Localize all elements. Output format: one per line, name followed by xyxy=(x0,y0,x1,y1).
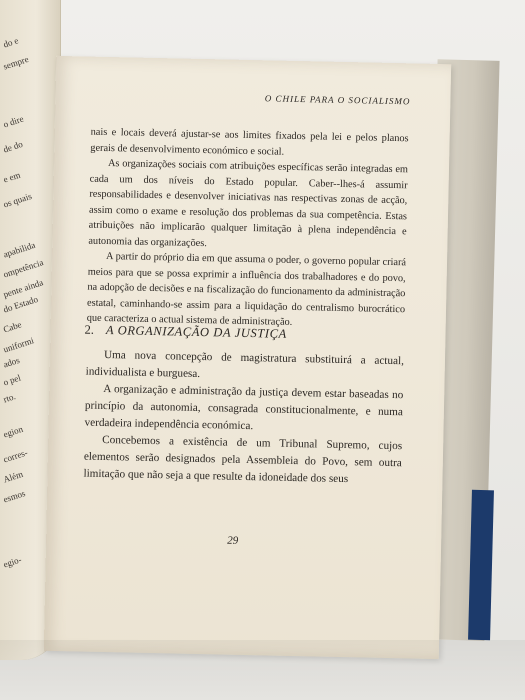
left-page-text-fragment: Cabe xyxy=(2,319,23,335)
left-page-text-fragment: do e xyxy=(2,35,20,50)
left-page-text-fragment: e em xyxy=(2,169,22,185)
section-title: A ORGANIZAÇÃO DA JUSTIÇA xyxy=(105,323,287,341)
left-page-text-fragment: o dire xyxy=(2,113,25,130)
paragraph: A organização e administração da justiça devem estar baseadas no princípio da autonomia, consagrada constitucionalmente, e numa verdadeira independência económica. xyxy=(84,382,404,433)
left-page-text-fragment: Além xyxy=(2,468,25,485)
page-number: 29 xyxy=(227,534,239,547)
left-page-text-fragment: egio- xyxy=(2,554,23,570)
paragraph: Concebemos a existência de um Tribunal Supremo, cujos elementos serão designados pela Assembleia do Povo, sem outra limitação que não seja a que resulte da idoneidade dos seus xyxy=(83,433,403,486)
left-page-text-fragment: corres- xyxy=(2,447,29,465)
book-cover-blue-stripe xyxy=(468,490,494,641)
section-heading xyxy=(84,323,287,342)
paragraph: As organizações sociais com atribuições específicas serão integradas em cada um dos níveis do Estado popular. Caber--lhes-á assumir responsabilidades e desenvolver iniciativas nas respectivas zonas de acção, assim como o exame e resolução dos problemas da sua competência. Estas atribuições não implicarão qualquer limitação à plena independência e autonomia das organizações. xyxy=(88,158,409,249)
paragraph: A partir do próprio dia em que assuma o poder, o governo popular criará meios para que se possa exprimir a influência dos trabalhadores e do povo, na adopção de decisões e na fiscalização do funcionamento da administração estatal, caminhando-se assim para a liquidação do centralismo burocrático que caracteriza o actual sistema de administração. xyxy=(86,251,407,328)
left-page-text-fragment: ados xyxy=(2,354,21,370)
paragraph: Uma nova concepção de magistratura substituirá a actual, individualista e burguesa. xyxy=(85,348,405,381)
left-page-text-fragment: os quais xyxy=(2,190,33,210)
left-page-text-fragment: uniformi xyxy=(2,335,36,355)
shadow xyxy=(0,640,525,700)
left-page-text-fragment: apabilida xyxy=(2,239,37,260)
left-page-text-fragment: do Estado xyxy=(2,293,40,315)
body-text-top xyxy=(87,125,409,333)
paragraph: nais e locais deverá ajustar-se aos limites fixados pela lei e pelos planos gerais de desenvolvimento económico e social. xyxy=(90,126,409,158)
left-page-text-fragment: o pel xyxy=(2,372,22,388)
left-page-text-fragment: esmos xyxy=(2,488,27,505)
left-page-text-fragment: ompetência xyxy=(2,257,45,280)
body-text-bottom xyxy=(83,347,404,490)
left-page-text-fragment: de do xyxy=(2,138,24,155)
left-page-text-fragment: sempre xyxy=(2,53,30,72)
left-page-text-fragment: rto. xyxy=(2,391,17,405)
right-page xyxy=(44,56,451,659)
running-head: O CHILE PARA O SOCIALISMO xyxy=(264,93,411,107)
left-page-text-fragment: pente ainda xyxy=(2,277,45,300)
section-number: 2. xyxy=(84,322,95,337)
left-page-text-fragment: egion xyxy=(2,423,25,440)
